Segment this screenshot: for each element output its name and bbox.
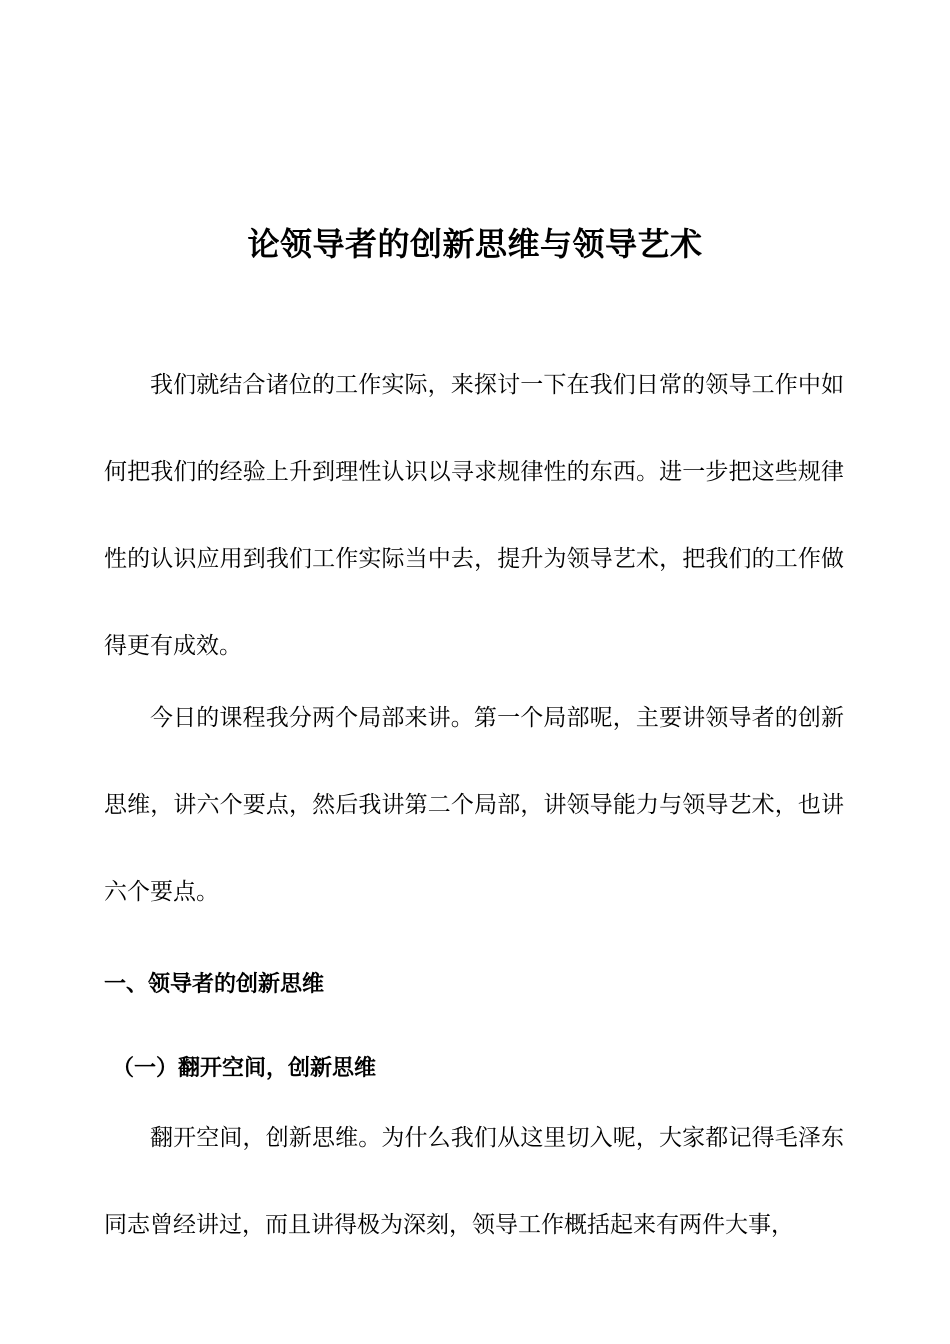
- intro-paragraph: 我们就结合诸位的工作实际，来探讨一下在我们日常的领导工作中如何把我们的经验上升到理性认识以寻求规律性的东西。进一步把这些规律性的认识应用到我们工作实际当中去，提升为领导艺术，把我们的工作做得更有成效。: [104, 372, 844, 659]
- subsection-paragraph: 翻开空间，创新思维。为什么我们从这里切入呢，大家都记得毛泽东同志曾经讲过，而且讲得极为深刻，领导工作概括起来有两件大事，: [104, 1125, 844, 1238]
- course-outline-paragraph: 今日的课程我分两个局部来讲。第一个局部呢，主要讲领导者的创新思维，讲六个要点，然后我讲第二个局部，讲领导能力与领导艺术，也讲六个要点。: [104, 705, 844, 905]
- section-heading: 一、领导者的创新思维: [104, 972, 325, 997]
- subsection-heading: （一）翻开空间，创新思维: [112, 1056, 377, 1081]
- document-title: 论领导者的创新思维与领导艺术: [247, 225, 703, 264]
